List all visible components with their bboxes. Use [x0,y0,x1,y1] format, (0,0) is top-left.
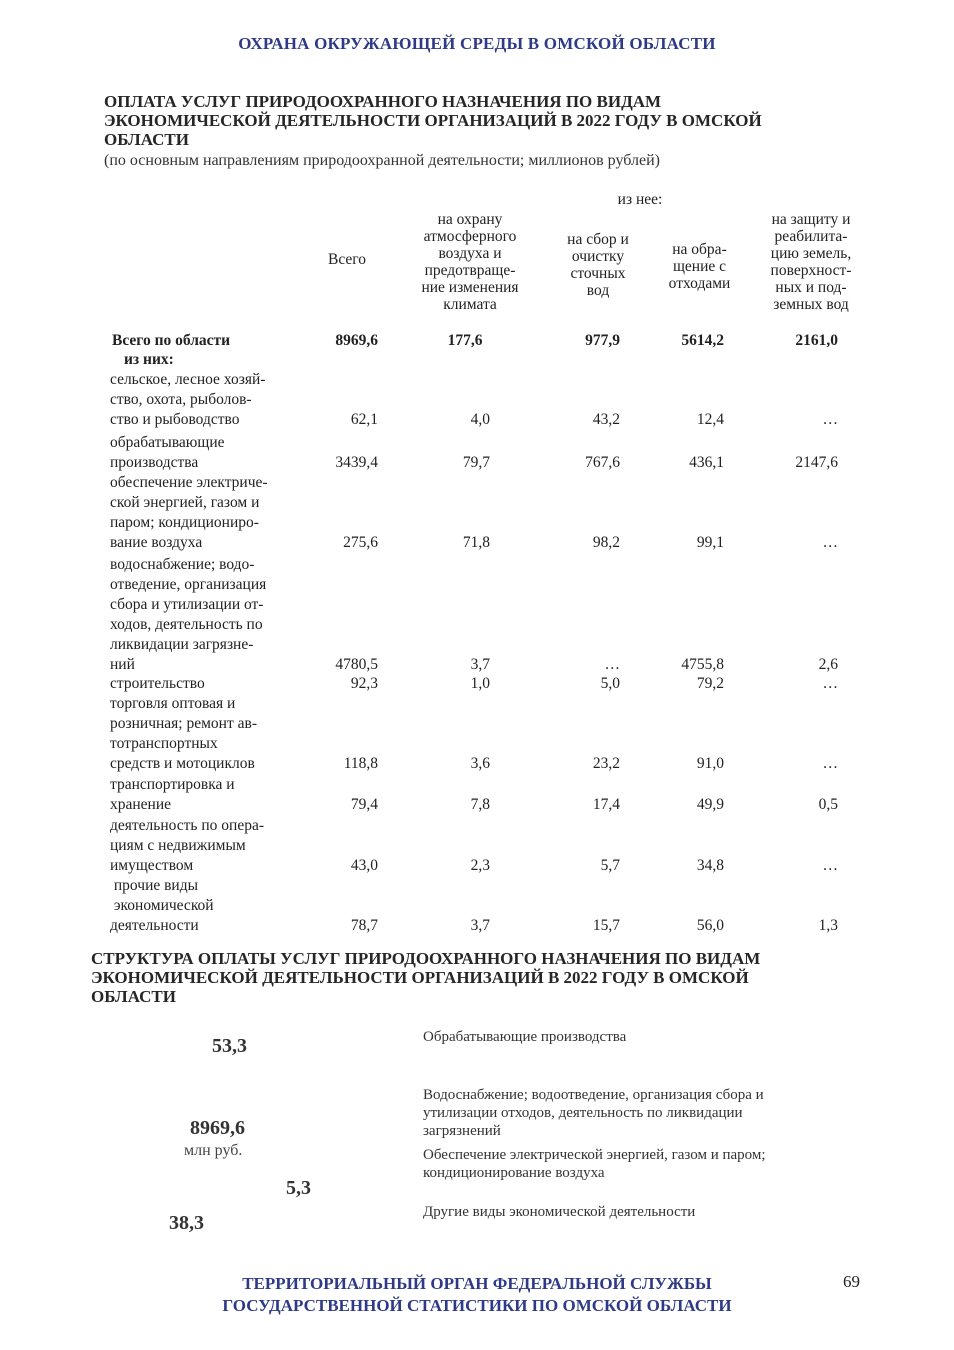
pie-center-value: 8969,6 [190,1117,245,1139]
row-label: торговля оптовая и розничная; ремонт ав- тотранспортных средств и мотоциклов [110,695,257,772]
row-label: обеспечение электриче- ской энергией, газом и паром; кондициониро- вание воздуха [110,474,268,551]
total-row-water: 977,9 [585,332,620,349]
total-row-label: Всего по области [112,332,231,349]
row-value-water: 5,7 [600,857,620,874]
row-label: водоснабжение; водо- отведение, организация сбора и утилизации от- ходов, деятельность по ликвидации загрязне- ний [110,556,267,673]
row-value-air: 2,3 [470,857,490,874]
row-value-water: 43,2 [592,411,620,428]
row-label: транспортировка и хранение [110,776,235,813]
row-value-land: 1,3 [818,917,838,934]
row-value-waste: 56,0 [696,917,724,934]
running-header: ОХРАНА ОКРУЖАЮЩЕЙ СРЕДЫ В ОМСКОЙ ОБЛАСТИ [238,34,716,53]
page-number: 69 [843,1272,860,1291]
column-header-air: на охрану атмосферного воздуха и предотвраще- ние изменения климата [421,211,519,313]
table-title-line3: ОБЛАСТИ [104,130,189,149]
total-row-total: 8969,6 [335,332,378,349]
row-value-air: 4,0 [470,411,490,428]
row-value-air: 3,7 [470,656,490,673]
row-label: строительство [110,675,205,692]
row-value-air: 3,7 [470,917,490,934]
of-which-label: из них: [124,351,174,368]
chart-title-line2: ЭКОНОМИЧЕСКОЙ ДЕЯТЕЛЬНОСТИ ОРГАНИЗАЦИЙ В 2022 ГОДУ В ОМСКОЙ [91,968,749,987]
row-value-air: 1,0 [470,675,490,692]
row-value-water: … [604,656,620,673]
row-value-waste: 79,2 [696,675,724,692]
footer-line1: ТЕРРИТОРИАЛЬНЫЙ ОРГАН ФЕДЕРАЛЬНОЙ СЛУЖБЫ [242,1274,712,1293]
total-row-waste: 5614,2 [681,332,724,349]
row-value-total: 4780,5 [335,656,378,673]
row-value-water: 17,4 [592,796,620,813]
total-row-air: 177,6 [447,332,483,349]
row-value-air: 79,7 [462,454,490,471]
row-value-land: … [822,755,838,772]
legend-item-other: Другие виды экономической деятельности [423,1204,696,1220]
legend-item-energy: Обеспечение электрической энергией, газом и паром; кондиционирование воздуха [423,1147,766,1181]
row-value-waste: 34,8 [696,857,724,874]
column-header-water: на сбор и очистку сточных вод [567,231,629,299]
row-value-land: 2147,6 [795,454,838,471]
row-value-air: 7,8 [470,796,490,813]
row-label: деятельность по опера- циям с недвижимым имуществом [110,817,265,874]
row-label: обрабатывающие производства [110,434,225,471]
table-title-line1: ОПЛАТА УСЛУГ ПРИРОДООХРАННОГО НАЗНАЧЕНИЯ ПО ВИДАМ [104,92,662,111]
row-value-total: 275,6 [343,534,378,551]
row-value-land: … [822,411,838,428]
column-header-waste: на обра- щение с отходами [668,241,731,292]
row-value-total: 92,3 [350,675,378,692]
row-label: прочие виды экономической деятельности [110,877,214,934]
table-subtitle: (по основным направлениям природоохранной деятельности; миллионов рублей) [104,152,660,169]
chart-title-line1: СТРУКТУРА ОПЛАТЫ УСЛУГ ПРИРОДООХРАННОГО НАЗНАЧЕНИЯ ПО ВИДАМ [91,949,761,968]
row-value-total: 3439,4 [335,454,378,471]
row-value-waste: 4755,8 [681,656,724,673]
legend-item-waterworks: Водоснабжение; водоотведение, организация сбора и утилизации отходов, деятельность по ликвидации загрязнений [423,1087,764,1139]
row-value-water: 767,6 [585,454,620,471]
table-title-line2: ЭКОНОМИЧЕСКОЙ ДЕЯТЕЛЬНОСТИ ОРГАНИЗАЦИЙ В 2022 ГОДУ В ОМСКОЙ [104,111,762,130]
row-value-air: 71,8 [462,534,490,551]
pie-label-energy: 5,3 [286,1177,311,1199]
row-value-water: 98,2 [592,534,620,551]
row-value-total: 118,8 [343,755,378,772]
chart-title-line3: ОБЛАСТИ [91,987,176,1006]
row-value-waste: 99,1 [696,534,724,551]
row-value-air: 3,6 [470,755,490,772]
row-value-waste: 436,1 [689,454,724,471]
legend-item-manufacturing: Обрабатывающие производства [423,1029,627,1045]
row-value-land: 0,5 [818,796,838,813]
row-value-total: 79,4 [350,796,378,813]
row-value-waste: 12,4 [696,411,724,428]
row-value-water: 23,2 [592,755,620,772]
pie-center-unit: млн руб. [184,1142,243,1159]
row-value-waste: 91,0 [696,755,724,772]
row-value-land: … [822,675,838,692]
column-group-label: из нее: [617,191,663,208]
row-value-total: 62,1 [350,411,378,428]
row-value-water: 5,0 [600,675,620,692]
row-value-land: 2,6 [818,656,838,673]
column-header-land: на защиту и реабилита- цию земель, поверхност- ных и под- земных вод [770,211,852,313]
total-row-land: 2161,0 [795,332,838,349]
column-header-total: Всего [327,251,366,268]
row-value-water: 15,7 [592,917,620,934]
row-value-total: 78,7 [350,917,378,934]
pie-label-manufacturing: 38,3 [169,1212,204,1234]
row-label: сельское, лесное хозяй- ство, охота, рыболов- ство и рыбоводство [110,371,266,428]
row-value-total: 43,0 [350,857,378,874]
row-value-land: … [822,534,838,551]
row-value-land: … [822,857,838,874]
footer-line2: ГОСУДАРСТВЕННОЙ СТАТИСТИКИ ПО ОМСКОЙ ОБЛАСТИ [222,1296,732,1315]
row-value-waste: 49,9 [696,796,724,813]
pie-label-waterworks: 53,3 [212,1035,247,1057]
